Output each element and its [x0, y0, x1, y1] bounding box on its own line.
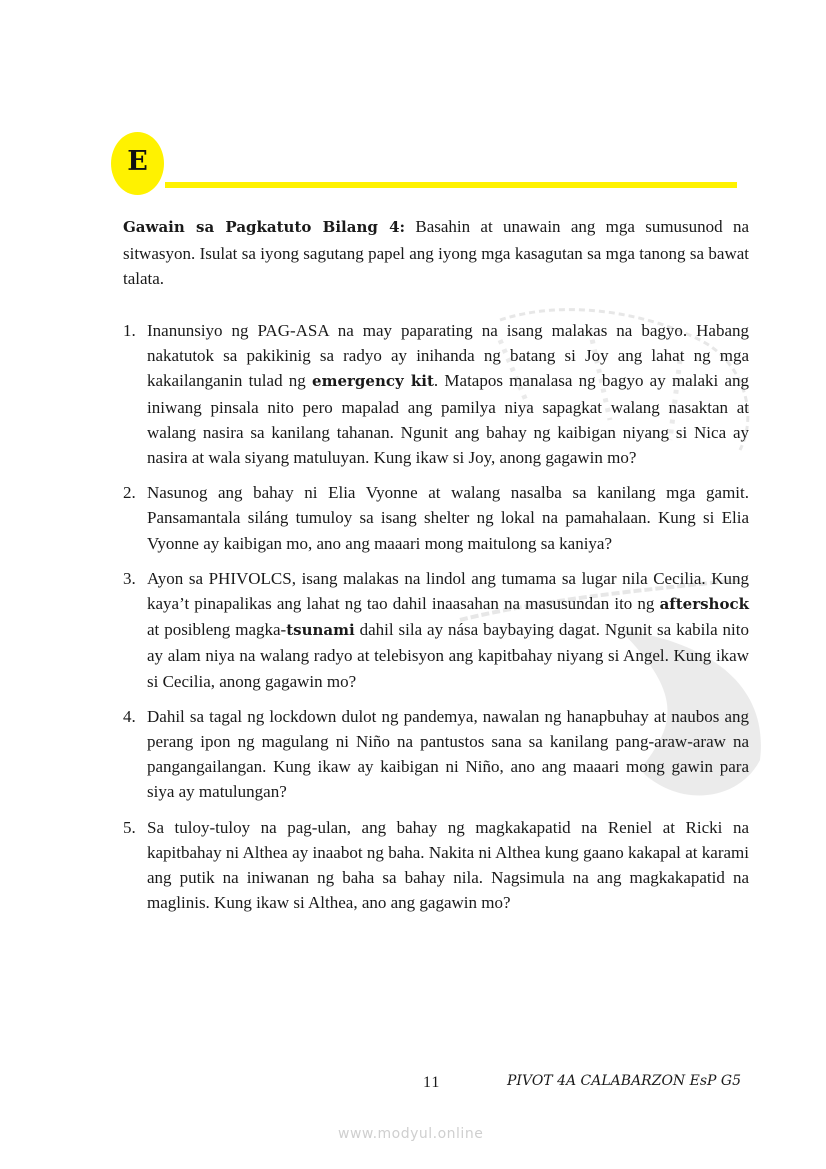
section-letter: E — [127, 146, 148, 177]
website-watermark: www.modyul.online — [338, 1126, 484, 1142]
situation-number: 3. — [123, 568, 136, 588]
situation-text: Inanunsiyo ng PAG-ASA na may paparating na isang malakas na bagyo. Habang nakatutok sa pakikinig sa radyo ay inihanda ng batang si Joy ang lahat ng mga kakailanganin tulad ng — [147, 321, 749, 391]
situation-text: Ayon sa PHIVOLCS, isang malakas na lindol ang tumama sa lugar nila Cecilia. Kung kaya’t pinapalikas ang lahat ng tao dahil inaasahan na masusundan ito ng — [147, 568, 749, 614]
situation-item — [123, 480, 749, 556]
situation-text: . Matapos manalasa ng bagyo ay malaki ang iniwang pinsala nito pero mapalad ang pamilya niya sapagkat walang nasaktan at walang nasira sa kanilang tahanan. Ngunit ang bahay ng kaibigan niyang si Nica ay nasira at wala siyang matuluyan. Kung ikaw si Joy, anong gagawin mo? — [147, 371, 749, 468]
page-number: 11 — [423, 1074, 441, 1091]
section-header-rule — [165, 182, 737, 188]
situation-text: at posibleng magka- — [147, 620, 287, 640]
activity-label: Gawain sa Pagkatuto Bilang 4: — [123, 218, 406, 236]
situation-text: dahil sila ay nása baybaying dagat. Ngunit sa kabila nito ay alam niya na walang radyo at telebisyon ang kapitbahay niyang si Angel. Kung ikaw si Cecilia, anong gagawin mo? — [147, 620, 749, 691]
activity-instruction-text: Basahin at unawain ang mga sumusunod na sitwasyon. Isulat sa iyong sagutang papel ang iyong mga kasagutan sa mga tanong sa bawat talata. — [123, 217, 749, 288]
situation-text: Dahil sa tagal ng lockdown dulot ng pandemya, nawalan ng hanapbuhay at naubos ang perang ipon ng magulang ni Niño na pantustos sana sa kanilang pang-araw-araw na pangangailangan. Kung ikaw ay kaibigan ni Niño, ano ang maaari mong gawin para siya ay matulungan? — [147, 706, 749, 802]
situation-number: 2. — [123, 483, 136, 503]
situation-item — [123, 704, 749, 805]
situation-list — [123, 318, 749, 925]
situation-keyword: emergency kit — [312, 372, 434, 391]
situation-item — [123, 566, 749, 694]
situation-number: 4. — [123, 706, 136, 726]
situation-text: Nasunog ang bahay ni Elia Vyonne at walang nasalba sa kanilang mga gamit. Pansamantala siláng tumuloy sa isang shelter ng lokal na pamahalaan. Kung si Elia Vyonne ay kaibigan mo, ano ang maaari mong maitulong sa kaniya? — [147, 483, 749, 553]
section-badge — [111, 132, 164, 195]
situation-item — [123, 815, 749, 916]
situation-number: 1. — [123, 321, 136, 340]
activity-instructions — [123, 214, 749, 292]
situation-keyword: tsunami — [286, 621, 355, 640]
situation-item — [123, 318, 749, 470]
situation-text: Sa tuloy-tuloy na pag-ulan, ang bahay ng magkakapatid na Reniel at Ricki na kapitbahay ni Althea ay inaabot ng baha. Nakita ni Althea kung gaano kakapal at karami ang putik na iniwanan ng baha sa bahay nila. Nagsimula na ang magkakapatid na maglinis. Kung ikaw si Althea, ano ang gagawin mo? — [147, 817, 749, 913]
situation-number: 5. — [123, 817, 136, 837]
situation-keyword: aftershock — [659, 595, 749, 614]
footer-title: PIVOT 4A CALABARZON EsP G5 — [507, 1073, 741, 1089]
